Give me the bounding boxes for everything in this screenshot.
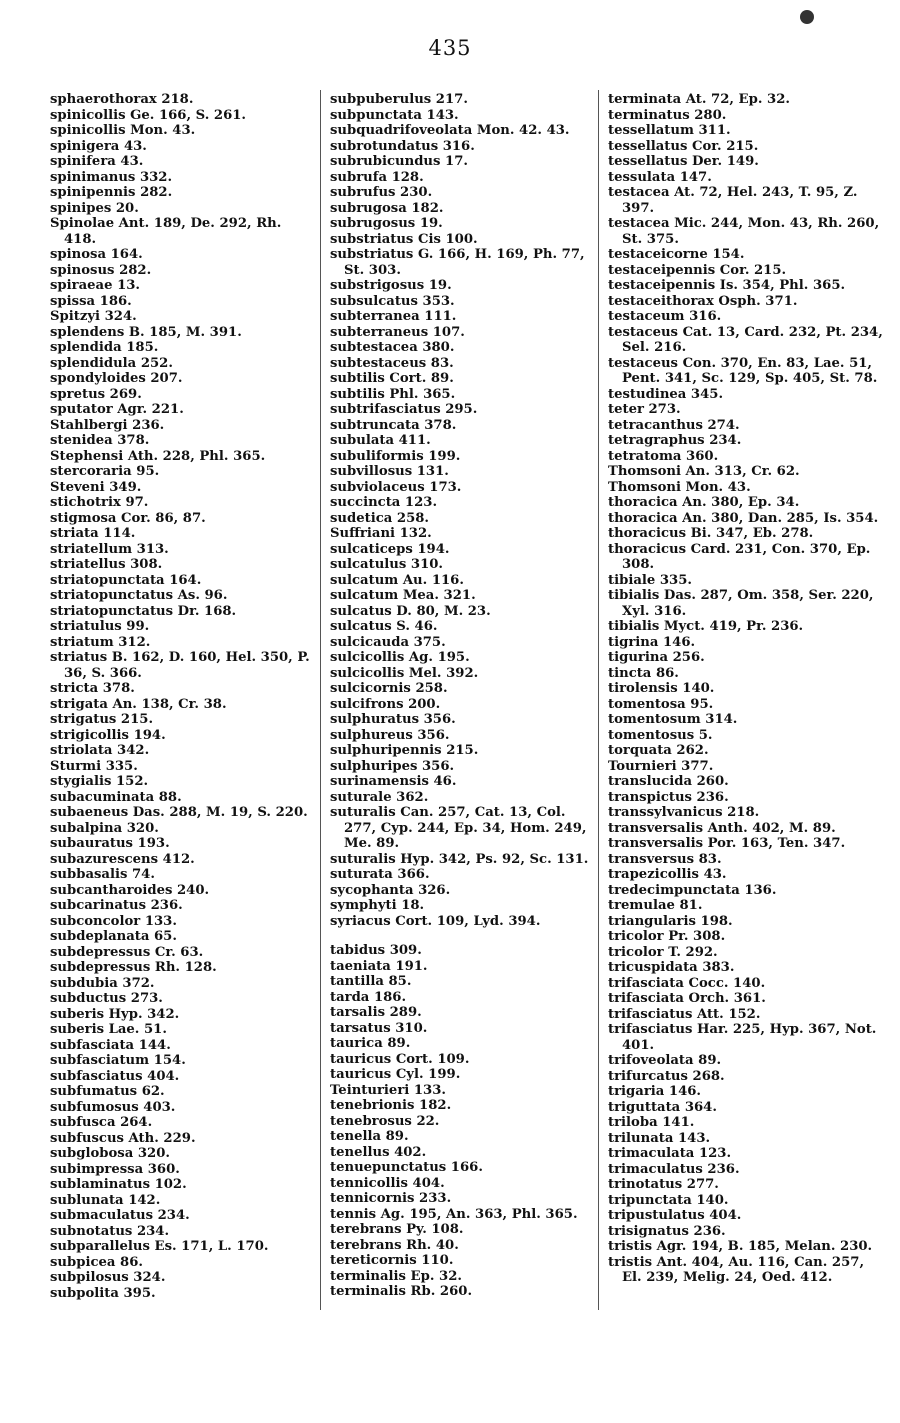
index-entry: splendida 185.: [50, 340, 159, 355]
index-entry: suberis Hyp. 342.: [50, 1006, 180, 1022]
index-entry: triangularis 198.: [608, 913, 733, 929]
index-entry: thoracica An. 380, Ep. 34.: [608, 495, 800, 510]
index-entry: tabidus 309.: [330, 943, 422, 958]
index-entry: taurica 89.: [330, 1036, 411, 1051]
index-entry: Spinolae Ant. 189, De. 292, Rh. 418.: [50, 216, 282, 247]
index-entry: testaceipennis Is. 354, Phl. 365.: [608, 278, 846, 293]
index-entry: sulcaticeps 194.: [330, 541, 450, 557]
index-entry: Thomsoni An. 313, Cr. 62.: [608, 464, 800, 479]
index-entry: tessellatus Cor. 215.: [608, 138, 759, 154]
index-entry: spinicollis Ge. 166, S. 261.: [50, 107, 247, 123]
index-entry: surinamensis 46.: [330, 774, 457, 789]
index-entry: testaceithorax Osph. 371.: [608, 293, 798, 309]
index-entry: transsylvanicus 218.: [608, 805, 760, 820]
index-entry: striolata 342.: [50, 743, 150, 758]
index-entry: sulphuripennis 215.: [330, 743, 479, 758]
index-entry: spiraeae 13.: [50, 278, 141, 293]
index-entry: tarda 186.: [330, 989, 407, 1005]
index-entry: subrufa 128.: [330, 169, 424, 185]
index-entry: sulphureus 356.: [330, 727, 450, 743]
index-entry: spondyloides 207.: [50, 371, 183, 386]
index-entry: trilunata 143.: [608, 1130, 711, 1146]
index-entry: splendidula 252.: [50, 355, 173, 371]
index-entry: testaceum 316.: [608, 309, 722, 324]
index-entry: subquadrifoveolata Mon. 42. 43.: [330, 123, 570, 138]
index-entry: suturalis Can. 257, Cat. 13, Col. 277, Cyp. 244, Ep. 34, Hom. 249, Me. 89.: [330, 805, 587, 851]
index-entry: subtruncata 378.: [330, 417, 457, 433]
index-entry: spinipennis 282.: [50, 185, 173, 200]
index-entry: tenella 89.: [330, 1129, 409, 1144]
index-entry: trinotatus 277.: [608, 1177, 719, 1192]
index-entry: tristis Agr. 194, B. 185, Melan. 230.: [608, 1239, 873, 1254]
index-entry: stenidea 378.: [50, 433, 150, 448]
index-entry: subcantharoides 240.: [50, 882, 210, 898]
index-entry: tetracanthus 274.: [608, 417, 740, 433]
index-entry: trifasciatus Att. 152.: [608, 1006, 761, 1022]
index-entry: tricolor Pr. 308.: [608, 929, 726, 944]
index-entry: transversus 83.: [608, 851, 722, 867]
index-entry: testaceus Con. 370, En. 83, Lae. 51, Pent. 341, Sc. 129, Sp. 405, St. 78.: [608, 355, 878, 386]
index-entry: tibiale 335.: [608, 572, 692, 588]
index-entry: trimaculata 123.: [608, 1146, 732, 1161]
index-entry: sulcatus S. 46.: [330, 619, 438, 634]
index-entry: tincta 86.: [608, 665, 679, 681]
index-entry: triguttata 364.: [608, 1099, 717, 1115]
index-entry: Suffriani 132.: [330, 526, 432, 541]
index-entry: tripustulatus 404.: [608, 1208, 742, 1223]
index-entry: sudetica 258.: [330, 510, 430, 526]
index-entry: subauratus 193.: [50, 836, 170, 851]
index-entry: subtrifasciatus 295.: [330, 402, 478, 417]
index-entry: striatellum 313.: [50, 541, 169, 557]
index-entry: subvillosus 131.: [330, 464, 449, 479]
index-entry: Tournieri 377.: [608, 758, 714, 774]
index-entry: tarsalis 289.: [330, 1005, 422, 1020]
index-entry: terminatus 280.: [608, 107, 727, 123]
index-entry: subnotatus 234.: [50, 1223, 170, 1239]
index-entry: suturale 362.: [330, 789, 429, 805]
index-entry: sublunata 142.: [50, 1192, 161, 1208]
index-entry: spretus 269.: [50, 386, 142, 402]
index-entry: subuliformis 199.: [330, 448, 461, 464]
index-entry: subrubicundus 17.: [330, 154, 468, 169]
index-entry: subpunctata 143.: [330, 107, 459, 123]
index-entry: stercoraria 95.: [50, 464, 160, 479]
index-entry: sublaminatus 102.: [50, 1177, 187, 1192]
index-entry: terminata At. 72, Ep. 32.: [608, 92, 790, 107]
index-entry: tetragraphus 234.: [608, 433, 742, 448]
index-entry: Sturmi 335.: [50, 758, 138, 774]
index-entry: subacuminata 88.: [50, 789, 182, 805]
index-entry: sputator Agr. 221.: [50, 402, 184, 417]
index-entry: tomentosus 5.: [608, 727, 713, 743]
index-entry: Spitzyi 324.: [50, 309, 137, 324]
index-entry: subrugosus 19.: [330, 216, 443, 231]
index-entry: sulcatus D. 80, M. 23.: [330, 603, 491, 619]
index-entry: striatopunctatus As. 96.: [50, 588, 228, 603]
index-entry: trifurcatus 268.: [608, 1068, 725, 1084]
index-entry: tremulae 81.: [608, 898, 703, 913]
index-entry: striatopunctatus Dr. 168.: [50, 603, 237, 619]
index-entry: Teinturieri 133.: [330, 1082, 446, 1098]
index-entry: sulcatum Mea. 321.: [330, 588, 476, 603]
index-entry: tennicornis 233.: [330, 1191, 452, 1206]
index-entry: striatellus 308.: [50, 557, 163, 572]
index-entry: stygialis 152.: [50, 774, 149, 789]
index-entry: substrigosus 19.: [330, 278, 452, 293]
index-entry: subglobosa 320.: [50, 1146, 170, 1161]
index-entry: subimpressa 360.: [50, 1161, 180, 1177]
index-entry: subterraneus 107.: [330, 324, 465, 340]
index-entry: stichotrix 97.: [50, 495, 149, 510]
index-entry: strigata An. 138, Cr. 38.: [50, 696, 227, 712]
index-entry: sulphuratus 356.: [330, 712, 456, 727]
index-entry: subpicea 86.: [50, 1254, 143, 1270]
index-entry: tristis Ant. 404, Au. 116, Can. 257, El. 239, Melig. 24, Oed. 412.: [608, 1254, 865, 1285]
index-entry: tibialis Myct. 419, Pr. 236.: [608, 619, 804, 634]
index-entry: taeniata 191.: [330, 958, 428, 974]
index-entry: triloba 141.: [608, 1115, 695, 1130]
index-entry: terminalis Ep. 32.: [330, 1268, 462, 1284]
index-entry: Stahlbergi 236.: [50, 417, 165, 433]
index-entry: tirolensis 140.: [608, 681, 715, 696]
index-entry: thoracicus Card. 231, Con. 370, Ep. 308.: [608, 541, 871, 572]
index-entry: subtestacea 380.: [330, 340, 455, 355]
index-entry: testaceipennis Cor. 215.: [608, 262, 787, 278]
index-entry: testacea Mic. 244, Mon. 43, Rh. 260, St. 375.: [608, 216, 880, 247]
index-entry: testaceus Cat. 13, Card. 232, Pt. 234, Sel. 216.: [608, 324, 883, 355]
index-entry: subfusca 264.: [50, 1115, 153, 1130]
index-entry: trifoveolata 89.: [608, 1053, 722, 1068]
index-entry: tantilla 85.: [330, 974, 412, 989]
index-entry: tetratoma 360.: [608, 448, 719, 464]
index-entry: subdeplanata 65.: [50, 929, 177, 944]
index-entry: subpilosus 324.: [50, 1270, 166, 1285]
index-entry: subfasciata 144.: [50, 1037, 171, 1053]
ink-blot: [800, 10, 814, 24]
index-entry: stigmosa Cor. 86, 87.: [50, 510, 206, 526]
index-entry: tennis Ag. 195, An. 363, Phl. 365.: [330, 1206, 578, 1222]
index-entry: subtestaceus 83.: [330, 355, 454, 371]
index-entry: substriatus Cis 100.: [330, 231, 478, 247]
index-entry: suturata 366.: [330, 867, 430, 882]
index-entry: tigurina 256.: [608, 650, 705, 665]
index-column-2: [330, 92, 595, 1300]
index-entry: tenuepunctatus 166.: [330, 1160, 483, 1175]
index-entry: striatulus 99.: [50, 619, 150, 634]
index-entry: trifasciata Orch. 361.: [608, 991, 766, 1006]
index-entry: trapezicollis 43.: [608, 867, 727, 882]
index-entry: tauricus Cort. 109.: [330, 1051, 470, 1067]
index-column-3: [608, 92, 888, 1286]
index-entry: striata 114.: [50, 526, 136, 541]
index-entry: translucida 260.: [608, 774, 729, 789]
index-entry: subsulcatus 353.: [330, 293, 455, 309]
index-entry: tomentosa 95.: [608, 696, 714, 712]
index-entry: trifasciatus Har. 225, Hyp. 367, Not. 401.: [608, 1022, 877, 1053]
index-entry: transpictus 236.: [608, 789, 729, 805]
index-entry: tenebrionis 182.: [330, 1098, 452, 1113]
index-entry: sulcicauda 375.: [330, 634, 446, 650]
index-entry: tessellatum 311.: [608, 123, 731, 138]
index-entry: strigatus 215.: [50, 712, 154, 727]
index-entry: subazurescens 412.: [50, 851, 195, 867]
index-entry: subfasciatum 154.: [50, 1053, 186, 1068]
index-entry: Stephensi Ath. 228, Phl. 365.: [50, 448, 266, 464]
index-entry: subparallelus Es. 171, L. 170.: [50, 1239, 269, 1254]
index-entry: trisignatus 236.: [608, 1223, 726, 1239]
index-entry: submaculatus 234.: [50, 1208, 190, 1223]
section-gap: [330, 929, 595, 943]
index-entry: transversalis Anth. 402, M. 89.: [608, 820, 836, 836]
index-entry: sulcicornis 258.: [330, 681, 448, 696]
index-entry: tibialis Das. 287, Om. 358, Ser. 220, Xyl. 316.: [608, 588, 874, 619]
index-entry: subrufus 230.: [330, 185, 433, 200]
index-entry: spinimanus 332.: [50, 169, 173, 185]
column-divider: [320, 90, 321, 1310]
index-entry: sycophanta 326.: [330, 882, 451, 898]
index-entry: subalpina 320.: [50, 820, 159, 836]
index-entry: tomentosum 314.: [608, 712, 738, 727]
index-entry: spinicollis Mon. 43.: [50, 123, 196, 138]
index-entry: subcarinatus 236.: [50, 898, 183, 913]
index-entry: subaeneus Das. 288, M. 19, S. 220.: [50, 805, 308, 820]
index-entry: sulcatum Au. 116.: [330, 572, 464, 588]
index-entry: tredecimpunctata 136.: [608, 882, 777, 898]
index-entry: tessulata 147.: [608, 169, 712, 185]
index-entry: subrugosa 182.: [330, 200, 444, 216]
index-entry: subrotundatus 316.: [330, 138, 475, 154]
index-entry: striatopunctata 164.: [50, 572, 202, 588]
column-divider: [598, 90, 599, 1310]
index-entry: terebrans Py. 108.: [330, 1222, 464, 1237]
index-entry: torquata 262.: [608, 743, 709, 758]
index-entry: sulcifrons 200.: [330, 696, 441, 712]
index-entry: spinifera 43.: [50, 154, 144, 169]
index-entry: subviolaceus 173.: [330, 479, 462, 495]
index-entry: trimaculatus 236.: [608, 1161, 740, 1177]
index-entry: tessellatus Der. 149.: [608, 154, 759, 169]
index-entry: subductus 273.: [50, 991, 163, 1006]
index-entry: spinosa 164.: [50, 247, 143, 262]
index-entry: tenebrosus 22.: [330, 1113, 440, 1129]
index-entry: tennicollis 404.: [330, 1175, 445, 1191]
index-entry: terminalis Rb. 260.: [330, 1284, 473, 1299]
index-entry: sulphuripes 356.: [330, 758, 455, 774]
index-entry: subdubia 372.: [50, 975, 155, 991]
index-entry: stricta 378.: [50, 681, 135, 696]
index-column-1: [50, 92, 315, 1301]
page-number: 435: [428, 36, 472, 60]
index-entry: terebrans Rh. 40.: [330, 1237, 459, 1253]
index-entry: trigaria 146.: [608, 1084, 702, 1099]
index-entry: tenellus 402.: [330, 1144, 427, 1160]
index-entry: subpolita 395.: [50, 1285, 156, 1301]
index-entry: symphyti 18.: [330, 898, 425, 913]
index-entry: tripunctata 140.: [608, 1192, 729, 1208]
index-entry: syriacus Cort. 109, Lyd. 394.: [330, 913, 541, 929]
index-entry: subulata 411.: [330, 433, 431, 448]
index-entry: spinipes 20.: [50, 200, 139, 216]
index-entry: Steveni 349.: [50, 479, 142, 495]
index-entry: transversalis Por. 163, Ten. 347.: [608, 836, 846, 851]
index-entry: striatum 312.: [50, 634, 151, 650]
index-entry: subfumatus 62.: [50, 1084, 165, 1099]
index-entry: tricuspidata 383.: [608, 960, 735, 975]
index-entry: tauricus Cyl. 199.: [330, 1067, 461, 1082]
index-entry: spissa 186.: [50, 293, 132, 309]
index-entry: subfumosus 403.: [50, 1099, 176, 1115]
index-entry: subfasciatus 404.: [50, 1068, 180, 1084]
index-entry: striatus B. 162, D. 160, Hel. 350, P. 36, S. 366.: [50, 650, 310, 681]
index-entry: tricolor T. 292.: [608, 944, 718, 960]
index-entry: testaceicorne 154.: [608, 247, 745, 262]
index-entry: testudinea 345.: [608, 386, 724, 402]
index-entry: sphaerothorax 218.: [50, 92, 194, 107]
index-entry: spinigera 43.: [50, 138, 147, 154]
index-entry: subpuberulus 217.: [330, 92, 468, 107]
index-entry: teter 273.: [608, 402, 681, 417]
index-entry: subbasalis 74.: [50, 867, 155, 882]
index-entry: substriatus G. 166, H. 169, Ph. 77, St. 303.: [330, 247, 585, 278]
index-entry: testacea At. 72, Hel. 243, T. 95, Z. 397.: [608, 185, 858, 216]
index-entry: trifasciata Cocc. 140.: [608, 975, 766, 991]
index-entry: strigicollis 194.: [50, 727, 166, 743]
index-entry: suturalis Hyp. 342, Ps. 92, Sc. 131.: [330, 851, 589, 867]
index-entry: tarsatus 310.: [330, 1020, 428, 1036]
index-entry: thoracicus Bi. 347, Eb. 278.: [608, 526, 814, 541]
index-entry: subtilis Phl. 365.: [330, 386, 456, 402]
index-entry: spinosus 282.: [50, 262, 152, 278]
index-entry: sulcicollis Ag. 195.: [330, 650, 470, 665]
index-entry: subdepressus Rh. 128.: [50, 960, 217, 975]
index-entry: tereticornis 110.: [330, 1253, 454, 1268]
index-entry: sulcatulus 310.: [330, 557, 444, 572]
index-entry: subfuscus Ath. 229.: [50, 1130, 196, 1146]
index-entry: sulcicollis Mel. 392.: [330, 665, 479, 681]
index-entry: splendens B. 185, M. 391.: [50, 324, 242, 340]
index-entry: succincta 123.: [330, 495, 438, 510]
index-entry: tigrina 146.: [608, 634, 696, 650]
index-entry: subconcolor 133.: [50, 913, 177, 929]
index-entry: suberis Lae. 51.: [50, 1022, 167, 1037]
index-entry: subtilis Cort. 89.: [330, 371, 454, 386]
index-entry: subterranea 111.: [330, 309, 457, 324]
index-entry: Thomsoni Mon. 43.: [608, 479, 751, 495]
index-entry: subdepressus Cr. 63.: [50, 944, 204, 960]
index-entry: thoracica An. 380, Dan. 285, Is. 354.: [608, 510, 879, 526]
